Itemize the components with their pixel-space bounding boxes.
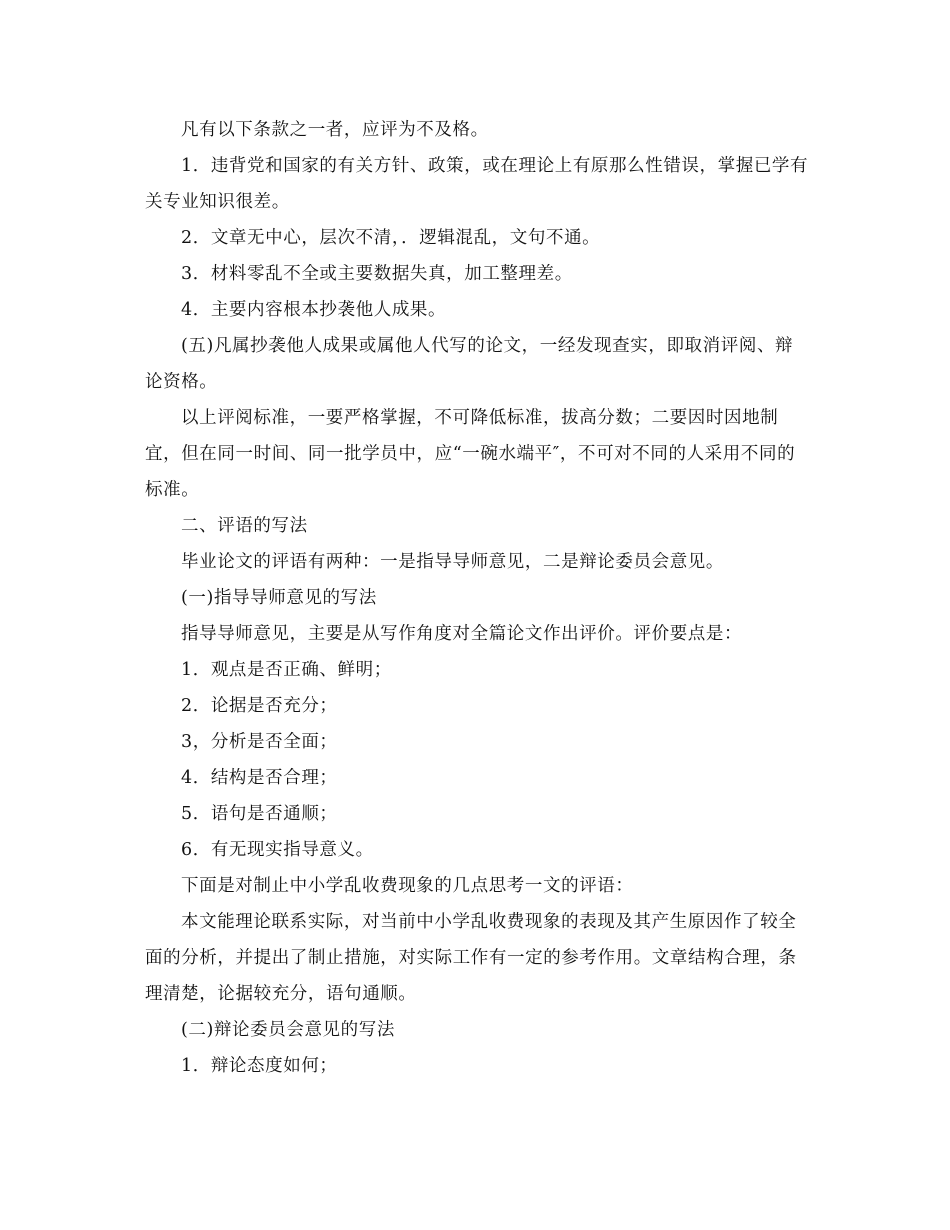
paragraph: 3．材料零乱不全或主要数据失真，加工整理差。: [181, 264, 573, 284]
list-item: 1．观点是否正确、鲜明；: [181, 660, 392, 680]
list-item: 5．语句是否通顺；: [181, 804, 338, 824]
paragraph: 本文能理论联系实际，对当前中小学乱收费现象的表现及其产生原因作了较全面的分析，并提出了制止措施，对实际工作有一定的参考作用。文章结构合理，条理清楚，论据较充分，语句通顺。: [145, 912, 797, 1004]
paragraph: 2．文章无中心，层次不清，．逻辑混乱，文句不通。: [181, 228, 601, 248]
list-item: 6．有无现实指导意义。: [181, 840, 374, 860]
paragraph: 毕业论文的评语有两种：一是指导导师意见，二是辩论委员会意见。: [181, 552, 724, 572]
list-item: 1．辩论态度如何；: [181, 1056, 338, 1076]
paragraph: 指导导师意见，主要是从写作角度对全篇论文作出评价。评价要点是：: [181, 624, 743, 644]
section-heading: 二、评语的写法: [181, 516, 308, 536]
subsection-heading: (二)辩论委员会意见的写法: [181, 1020, 395, 1040]
list-item: 3，分析是否全面；: [181, 732, 338, 752]
paragraph: 凡有以下条款之一者，应评为不及格。: [181, 120, 489, 140]
list-item: 4．结构是否合理；: [181, 768, 338, 788]
paragraph: 4．主要内容根本抄袭他人成果。: [181, 300, 447, 320]
paragraph: (五)凡属抄袭他人成果或属他人代写的论文，一经发现查实，即取消评阅、辩论资格。: [145, 336, 794, 392]
subsection-heading: (一)指导导师意见的写法: [181, 588, 377, 608]
paragraph: 下面是对制止中小学乱收费现象的几点思考一文的评语：: [181, 876, 634, 896]
paragraph: 1．违背党和国家的有关方针、政策，或在理论上有原那么性错误，掌握已学有关专业知识很差。: [145, 156, 809, 212]
paragraph: 以上评阅标准，一要严格掌握，不可降低标准，拔高分数；二要因时因地制宜，但在同一时间、同一批学员中，应“一碗水端平″，不可对不同的人采用不同的标准。: [145, 408, 796, 500]
document-body: [145, 112, 810, 1084]
list-item: 2．论据是否充分；: [181, 696, 338, 716]
